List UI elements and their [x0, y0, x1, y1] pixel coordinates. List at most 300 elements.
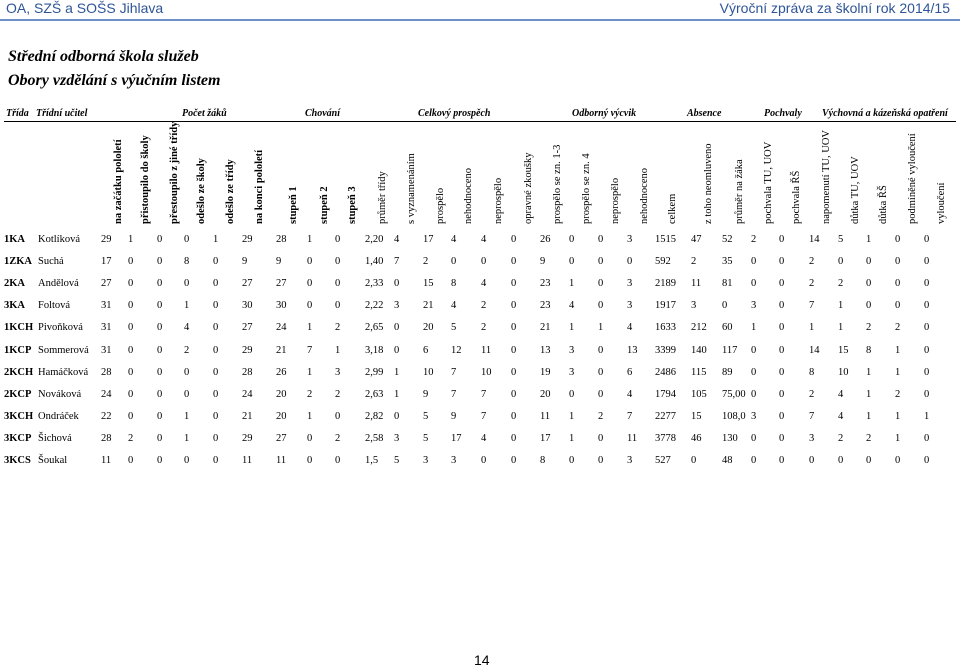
table-cell: 3 [394, 433, 400, 445]
table-cell: 52 [722, 233, 733, 245]
table-cell: 0 [157, 277, 163, 289]
table-cell: 0 [598, 388, 604, 400]
class-teacher: Kotlíková [38, 233, 80, 245]
table-cell: 0 [128, 255, 134, 267]
table-cell: 0 [866, 255, 872, 267]
table-cell: 14 [809, 233, 820, 245]
table-cell: 7 [394, 255, 400, 267]
table-cell: 1 [184, 411, 190, 423]
table-cell: 9 [423, 388, 429, 400]
table-cell: 1 [394, 388, 400, 400]
table-cell: 0 [779, 322, 785, 334]
table-cell: 17 [540, 433, 551, 445]
table-cell: 20 [276, 411, 287, 423]
class-teacher: Nováková [38, 388, 82, 400]
column-header: nehodnoceno [463, 168, 474, 224]
table-cell: 0 [779, 388, 785, 400]
column-header: odešlo ze třídy [225, 159, 236, 224]
table-cell: 1 [394, 366, 400, 378]
table-cell: 0 [184, 233, 190, 245]
table-cell: 5 [394, 455, 400, 467]
table-cell: 11 [276, 455, 287, 467]
table-cell: 3 [627, 455, 633, 467]
table-cell: 89 [722, 366, 733, 378]
table-cell: 3 [809, 433, 815, 445]
table-row [4, 317, 946, 339]
table-cell: 0 [157, 433, 163, 445]
table-cell: 2,20 [365, 233, 384, 245]
table-cell: 0 [866, 300, 872, 312]
table-cell: 0 [213, 411, 219, 423]
table-cell: 2 [809, 255, 815, 267]
group-odborny-vycvik: Odborný výcvik [572, 108, 637, 119]
column-header: prospělo se zn. 1-3 [552, 144, 563, 224]
table-cell: 11 [101, 455, 112, 467]
table-cell: 2 [423, 255, 429, 267]
table-cell: 0 [307, 277, 313, 289]
table-cell: 1 [838, 300, 844, 312]
table-cell: 1 [866, 411, 872, 423]
table-cell: 13 [627, 344, 638, 356]
table-cell: 3 [451, 455, 457, 467]
table-cell: 0 [751, 366, 757, 378]
table-cell: 0 [924, 322, 930, 334]
table-cell: 1 [895, 344, 901, 356]
table-cell: 11 [242, 455, 253, 467]
table-cell: 0 [924, 344, 930, 356]
table-cell: 75,00 [722, 388, 746, 400]
table-cell: 7 [481, 388, 487, 400]
table-cell: 19 [540, 366, 551, 378]
table-cell: 2 [598, 411, 604, 423]
table-cell: 4 [627, 388, 633, 400]
table-cell: 0 [394, 411, 400, 423]
table-cell: 0 [394, 344, 400, 356]
table-cell: 0 [895, 455, 901, 467]
table-cell: 115 [691, 366, 707, 378]
column-header: z toho neomluveno [703, 143, 714, 224]
table-cell: 46 [691, 433, 702, 445]
table-cell: 2 [691, 255, 697, 267]
table-cell: 21 [276, 344, 287, 356]
table-cell: 0 [751, 255, 757, 267]
table-cell: 7 [451, 388, 457, 400]
table-cell: 0 [213, 433, 219, 445]
table-cell: 0 [569, 255, 575, 267]
table-row [4, 272, 946, 294]
table-cell: 0 [895, 255, 901, 267]
table-cell: 0 [895, 300, 901, 312]
table-cell: 1 [128, 233, 134, 245]
table-cell: 24 [276, 322, 287, 334]
table-cell: 11 [481, 344, 492, 356]
column-header: stupeň 3 [347, 186, 358, 224]
table-cell: 3 [627, 300, 633, 312]
table-cell: 26 [276, 366, 287, 378]
table-cell: 1 [895, 411, 901, 423]
column-header: odešlo ze školy [196, 158, 207, 224]
class-teacher: Pivoňková [38, 322, 83, 334]
table-cell: 0 [128, 411, 134, 423]
table-cell: 0 [924, 277, 930, 289]
table-cell: 1 [809, 322, 815, 334]
table-cell: 1 [924, 411, 930, 423]
table-cell: 2 [866, 433, 872, 445]
table-cell: 29 [242, 233, 253, 245]
table-cell: 2,63 [365, 388, 384, 400]
table-cell: 0 [598, 455, 604, 467]
table-cell: 0 [184, 388, 190, 400]
table-cell: 0 [511, 388, 517, 400]
table-cell: 2,99 [365, 366, 384, 378]
table-cell: 1 [895, 366, 901, 378]
table-cell: 105 [691, 388, 707, 400]
table-row [4, 406, 946, 428]
column-header: na konci pololetí [254, 149, 265, 224]
table-cell: 0 [128, 277, 134, 289]
table-cell: 8 [184, 255, 190, 267]
table-cell: 20 [276, 388, 287, 400]
table-cell: 35 [722, 255, 733, 267]
table-cell: 0 [511, 366, 517, 378]
column-header: přistoupilo do školy [140, 135, 151, 224]
table-cell: 10 [838, 366, 849, 378]
header-rule [0, 19, 960, 21]
table-cell: 2277 [655, 411, 676, 423]
table-cell: 0 [157, 233, 163, 245]
group-header-rule [4, 121, 956, 122]
header-report-title: Výroční zpráva za školní rok 2014/15 [719, 0, 950, 16]
table-cell: 2 [307, 388, 313, 400]
table-cell: 27 [242, 277, 253, 289]
table-cell: 0 [779, 255, 785, 267]
table-cell: 11 [540, 411, 551, 423]
table-cell: 0 [598, 233, 604, 245]
table-cell: 6 [627, 366, 633, 378]
group-pocet-zaku: Počet žáků [182, 108, 227, 119]
table-cell: 0 [157, 344, 163, 356]
class-code: 2KCP [4, 388, 32, 400]
table-cell: 0 [335, 455, 341, 467]
table-cell: 0 [838, 255, 844, 267]
group-vychovna: Výchovná a kázeňská opatření [822, 108, 948, 119]
table-cell: 1 [866, 233, 872, 245]
table-cell: 7 [481, 411, 487, 423]
column-header: přestoupilo z jiné třídy [169, 121, 180, 224]
table-cell: 2 [838, 277, 844, 289]
table-cell: 1 [598, 322, 604, 334]
table-cell: 1917 [655, 300, 676, 312]
table-cell: 0 [451, 255, 457, 267]
column-header: prospělo se zn. 4 [581, 153, 592, 224]
table-cell: 108,0 [722, 411, 746, 423]
table-cell: 0 [128, 300, 134, 312]
table-cell: 2,22 [365, 300, 384, 312]
table-cell: 2 [895, 322, 901, 334]
table-cell: 1633 [655, 322, 676, 334]
table-row [4, 450, 946, 472]
table-cell: 3 [335, 366, 341, 378]
table-cell: 60 [722, 322, 733, 334]
table-cell: 0 [598, 433, 604, 445]
table-cell: 2 [128, 433, 134, 445]
table-cell: 3,18 [365, 344, 384, 356]
table-cell: 9 [242, 255, 248, 267]
table-cell: 7 [809, 300, 815, 312]
column-header: důtka TU, UOV [850, 156, 861, 224]
table-cell: 0 [307, 455, 313, 467]
table-cell: 2 [809, 277, 815, 289]
table-cell: 212 [691, 322, 707, 334]
table-cell: 24 [101, 388, 112, 400]
table-cell: 81 [722, 277, 733, 289]
table-cell: 4 [627, 322, 633, 334]
table-cell: 4 [569, 300, 575, 312]
table-cell: 1 [213, 233, 219, 245]
table-row [4, 383, 946, 405]
table-cell: 2 [751, 233, 757, 245]
table-cell: 11 [627, 433, 638, 445]
table-cell: 3 [423, 455, 429, 467]
table-cell: 0 [184, 455, 190, 467]
table-cell: 5 [838, 233, 844, 245]
table-cell: 0 [598, 277, 604, 289]
table-cell: 2 [481, 300, 487, 312]
table-cell: 7 [451, 366, 457, 378]
table-cell: 2,33 [365, 277, 384, 289]
table-cell: 10 [423, 366, 434, 378]
class-code: 2KA [4, 277, 25, 289]
table-cell: 0 [394, 322, 400, 334]
table-cell: 0 [511, 411, 517, 423]
table-cell: 3399 [655, 344, 676, 356]
table-cell: 0 [128, 344, 134, 356]
table-cell: 21 [242, 411, 253, 423]
table-cell: 0 [511, 322, 517, 334]
table-cell: 1 [866, 366, 872, 378]
table-cell: 0 [128, 455, 134, 467]
table-cell: 0 [481, 255, 487, 267]
column-header: vyloučení [936, 182, 947, 224]
table-cell: 48 [722, 455, 733, 467]
table-cell: 29 [101, 233, 112, 245]
class-code: 1KCH [4, 322, 34, 334]
table-cell: 4 [451, 233, 457, 245]
table-cell: 1 [838, 322, 844, 334]
table-cell: 0 [895, 233, 901, 245]
table-cell: 14 [809, 344, 820, 356]
table-cell: 17 [423, 233, 434, 245]
table-cell: 1 [569, 277, 575, 289]
table-cell: 0 [157, 366, 163, 378]
table-cell: 2,82 [365, 411, 384, 423]
class-teacher: Foltová [38, 300, 71, 312]
column-header: průměr třídy [377, 171, 388, 224]
table-cell: 0 [511, 255, 517, 267]
header-school-name: OA, SZŠ a SOŠS Jihlava [6, 0, 164, 16]
table-cell: 0 [184, 366, 190, 378]
table-cell: 1515 [655, 233, 676, 245]
table-cell: 0 [866, 277, 872, 289]
table-cell: 130 [722, 433, 738, 445]
table-cell: 0 [779, 233, 785, 245]
table-cell: 0 [335, 233, 341, 245]
table-cell: 0 [184, 277, 190, 289]
table-cell: 0 [569, 455, 575, 467]
table-cell: 0 [394, 277, 400, 289]
table-cell: 20 [540, 388, 551, 400]
table-cell: 0 [691, 455, 697, 467]
table-cell: 0 [511, 433, 517, 445]
table-cell: 0 [838, 455, 844, 467]
column-header: s vyznamenáním [406, 153, 417, 224]
table-row [4, 250, 946, 272]
table-cell: 2 [866, 322, 872, 334]
table-cell: 3 [627, 233, 633, 245]
table-cell: 0 [895, 277, 901, 289]
table-cell: 1 [307, 233, 313, 245]
class-code: 2KCH [4, 366, 34, 378]
column-header: podmíněné vyloučení [907, 133, 918, 224]
column-header: opravné zkoušky [523, 152, 534, 224]
table-cell: 28 [276, 233, 287, 245]
column-header: průměr na žáka [734, 159, 745, 224]
table-cell: 1 [307, 366, 313, 378]
table-cell: 0 [157, 411, 163, 423]
table-cell: 0 [751, 344, 757, 356]
table-cell: 0 [569, 233, 575, 245]
table-cell: 2 [809, 388, 815, 400]
table-cell: 17 [101, 255, 112, 267]
class-statistics-table [4, 228, 946, 472]
table-cell: 20 [423, 322, 434, 334]
table-cell: 0 [511, 277, 517, 289]
table-cell: 29 [242, 433, 253, 445]
table-cell: 21 [540, 322, 551, 334]
table-cell: 28 [242, 366, 253, 378]
class-code: 3KA [4, 300, 25, 312]
table-row [4, 295, 946, 317]
table-cell: 30 [276, 300, 287, 312]
table-cell: 27 [276, 433, 287, 445]
table-cell: 1 [335, 344, 341, 356]
table-cell: 27 [101, 277, 112, 289]
class-teacher: Suchá [38, 255, 64, 267]
table-cell: 3 [569, 366, 575, 378]
table-cell: 0 [213, 255, 219, 267]
table-cell: 0 [924, 366, 930, 378]
table-cell: 2,58 [365, 433, 384, 445]
table-cell: 29 [242, 344, 253, 356]
table-cell: 0 [335, 277, 341, 289]
table-cell: 17 [451, 433, 462, 445]
table-cell: 3 [751, 300, 757, 312]
table-cell: 0 [779, 277, 785, 289]
table-cell: 0 [779, 455, 785, 467]
table-cell: 0 [511, 455, 517, 467]
table-cell: 0 [213, 455, 219, 467]
column-header: nehodnoceno [639, 168, 650, 224]
table-cell: 2 [184, 344, 190, 356]
table-cell: 0 [779, 344, 785, 356]
table-cell: 4 [481, 233, 487, 245]
table-cell: 0 [335, 411, 341, 423]
table-cell: 0 [335, 300, 341, 312]
table-cell: 30 [242, 300, 253, 312]
table-cell: 8 [809, 366, 815, 378]
table-cell: 1794 [655, 388, 676, 400]
table-cell: 6 [423, 344, 429, 356]
table-cell: 1 [307, 411, 313, 423]
table-cell: 1,40 [365, 255, 384, 267]
table-cell: 2 [895, 388, 901, 400]
table-cell: 1 [307, 322, 313, 334]
table-cell: 0 [307, 433, 313, 445]
table-cell: 0 [157, 322, 163, 334]
table-cell: 3 [627, 277, 633, 289]
table-cell: 31 [101, 300, 112, 312]
class-code: 1KA [4, 233, 25, 245]
table-cell: 0 [598, 255, 604, 267]
table-row [4, 361, 946, 383]
class-code: 1KCP [4, 344, 32, 356]
table-cell: 31 [101, 322, 112, 334]
table-cell: 0 [213, 366, 219, 378]
table-cell: 9 [276, 255, 282, 267]
table-cell: 0 [157, 300, 163, 312]
table-cell: 0 [157, 455, 163, 467]
table-cell: 2,65 [365, 322, 384, 334]
table-cell: 0 [779, 366, 785, 378]
table-cell: 0 [213, 277, 219, 289]
table-cell: 0 [128, 322, 134, 334]
table-cell: 2189 [655, 277, 676, 289]
table-cell: 3 [394, 300, 400, 312]
table-cell: 15 [423, 277, 434, 289]
column-group-headers [0, 106, 960, 122]
table-cell: 3 [691, 300, 697, 312]
table-cell: 5 [423, 433, 429, 445]
table-cell: 0 [213, 388, 219, 400]
table-cell: 527 [655, 455, 671, 467]
table-cell: 8 [451, 277, 457, 289]
table-cell: 1 [866, 388, 872, 400]
group-celkovy-prospech: Celkový prospěch [418, 108, 491, 119]
column-header: důtka ŘŠ [878, 185, 889, 224]
column-header: celkem [667, 193, 678, 224]
class-teacher: Hamáčková [38, 366, 89, 378]
table-cell: 0 [924, 233, 930, 245]
table-cell: 0 [213, 322, 219, 334]
table-cell: 1 [569, 322, 575, 334]
table-cell: 0 [481, 455, 487, 467]
table-cell: 5 [451, 322, 457, 334]
table-cell: 0 [598, 366, 604, 378]
table-cell: 22 [101, 411, 112, 423]
table-cell: 1 [751, 322, 757, 334]
table-cell: 0 [779, 300, 785, 312]
table-cell: 8 [866, 344, 872, 356]
table-cell: 2 [335, 322, 341, 334]
column-header: napomenutí TU, UOV [821, 129, 832, 224]
table-cell: 592 [655, 255, 671, 267]
table-cell: 1 [569, 411, 575, 423]
column-header: prospělo [435, 187, 446, 224]
table-cell: 0 [213, 300, 219, 312]
table-cell: 0 [779, 433, 785, 445]
table-cell: 0 [924, 255, 930, 267]
group-trida: Třída [6, 108, 29, 119]
